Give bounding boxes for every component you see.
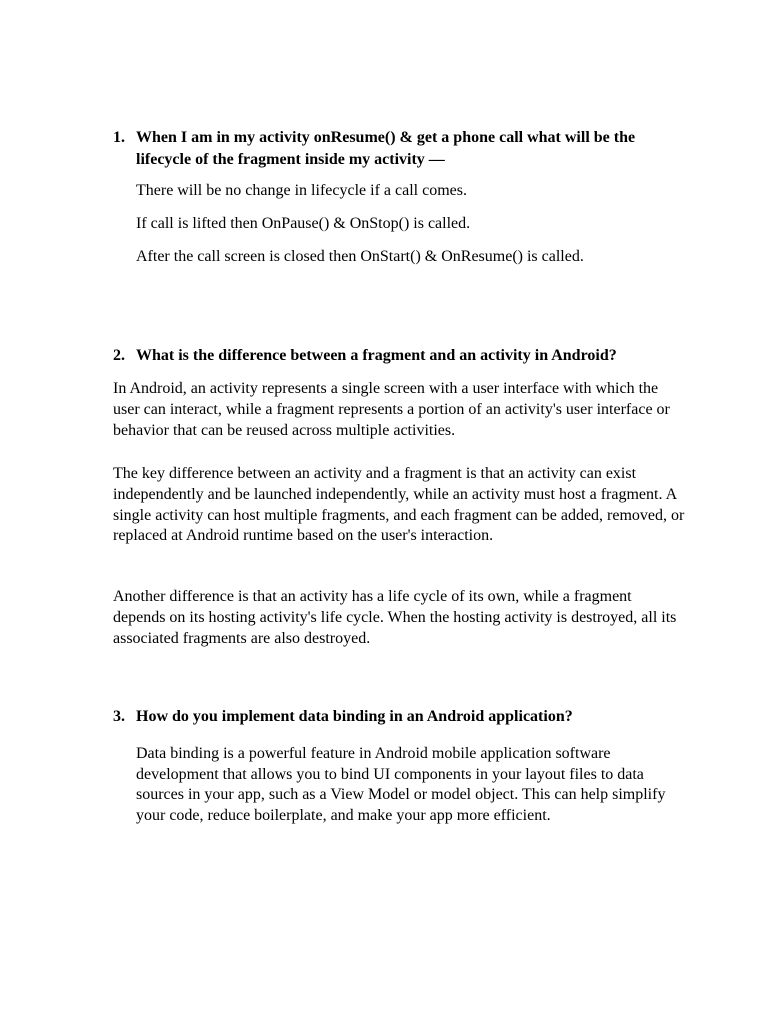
question-2-text: What is the difference between a fragment and an activity in Android? [136, 347, 617, 364]
question-2-heading [113, 345, 693, 367]
question-1-text: When I am in my activity onResume() & get a phone call what will be the lifecycle of the fragment inside my activity — [136, 129, 636, 168]
question-1-answer-3: After the call screen is closed then OnStart() & OnResume() is called. [136, 248, 584, 265]
question-2-number: 2. [113, 347, 125, 364]
question-3-text: How do you implement data binding in an Android application? [136, 708, 573, 725]
question-2-answer-1: In Android, an activity represents a single screen with a user interface with which the user can interact, while a fragment represents a portion of an activity's user interface or behavior that can be reused across multiple activities. [113, 380, 670, 439]
question-3-answer-1: Data binding is a powerful feature in Android mobile application software development that allows you to bind UI components in your layout files to data sources in your app, such as a View Model or model object. This can help simplify your code, reduce boilerplate, and make your app more efficient. [136, 745, 666, 824]
question-1-number: 1. [113, 129, 125, 146]
question-2-answer-3: Another difference is that an activity has a life cycle of its own, while a fragment depends on its hosting activity's life cycle. When the hosting activity is destroyed, all its associated fragments are also destroyed. [113, 588, 677, 647]
question-3-heading [113, 706, 693, 728]
question-3-number: 3. [113, 708, 125, 725]
question-1-answer-2: If call is lifted then OnPause() & OnStop() is called. [136, 215, 471, 232]
question-2-answer-2: The key difference between an activity and a fragment is that an activity can exist independently and be launched independently, while an activity must host a fragment. A single activity can host multiple fragments, and each fragment can be added, removed, or replaced at Android runtime based on the user's interaction. [113, 465, 685, 545]
question-1-heading [113, 127, 673, 171]
question-1-answer-1: There will be no change in lifecycle if a call comes. [136, 182, 467, 199]
